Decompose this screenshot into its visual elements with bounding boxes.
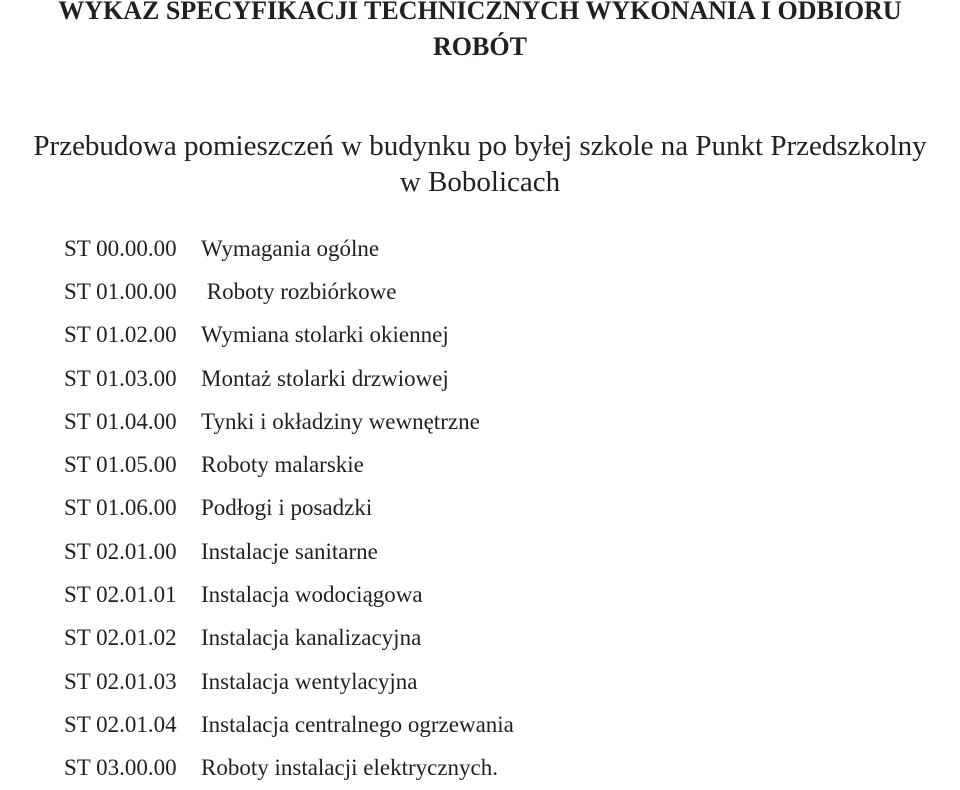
spec-name: Instalacja centralnego ogrzewania [201, 711, 514, 737]
spec-item [64, 530, 514, 573]
spec-name: Podłogi i posadzki [201, 495, 373, 521]
spec-list [64, 227, 514, 790]
spec-item [64, 617, 514, 660]
spec-code: ST 02.01.01 [64, 582, 177, 608]
spec-code: ST 02.01.03 [64, 668, 177, 694]
spec-item [64, 357, 514, 400]
project-name-line-1: Przebudowa pomieszczeń w budynku po byłej szkole na Punkt Przedszkolny [33, 130, 927, 162]
spec-name: Roboty malarskie [201, 452, 364, 478]
document-title-line-1: WYKAZ SPECYFIKACJI TECHNICZNYCH WYKONANIA I ODBIORU [58, 0, 902, 25]
spec-name: Instalacja wodociągowa [201, 582, 423, 608]
spec-code: ST 03.00.00 [64, 755, 177, 781]
spec-name: Montaż stolarki drzwiowej [201, 365, 449, 391]
spec-name: Instalacja wentylacyjna [201, 668, 418, 694]
spec-code: ST 02.01.04 [64, 711, 177, 737]
spec-name: Tynki i okładziny wewnętrzne [201, 408, 480, 434]
spec-item [64, 400, 514, 443]
spec-item [64, 573, 514, 616]
spec-item [64, 227, 514, 270]
spec-code: ST 01.05.00 [64, 452, 177, 478]
spec-code: ST 02.01.00 [64, 538, 177, 564]
spec-item [64, 270, 514, 313]
spec-code: ST 01.06.00 [64, 495, 177, 521]
spec-item [64, 443, 514, 486]
spec-code: ST 00.00.00 [64, 235, 177, 261]
spec-name: Roboty rozbiórkowe [201, 278, 397, 304]
spec-code: ST 01.00.00 [64, 278, 177, 304]
spec-code: ST 01.02.00 [64, 322, 177, 348]
spec-code: ST 01.03.00 [64, 365, 177, 391]
spec-item [64, 660, 514, 703]
spec-item [64, 747, 514, 790]
document-title-line-2: ROBÓT [433, 32, 527, 61]
spec-name: Instalacje sanitarne [201, 538, 378, 564]
spec-item [64, 703, 514, 746]
spec-name: Wymiana stolarki okiennej [201, 322, 449, 348]
spec-item [64, 314, 514, 357]
spec-name: Instalacja kanalizacyjna [201, 625, 422, 651]
project-name-line-2: w Bobolicach [399, 166, 561, 198]
spec-item [64, 487, 514, 530]
spec-name: Wymagania ogólne [201, 235, 380, 261]
spec-name: Roboty instalacji elektrycznych. [201, 755, 498, 781]
spec-code: ST 02.01.02 [64, 625, 177, 651]
spec-code: ST 01.04.00 [64, 408, 177, 434]
